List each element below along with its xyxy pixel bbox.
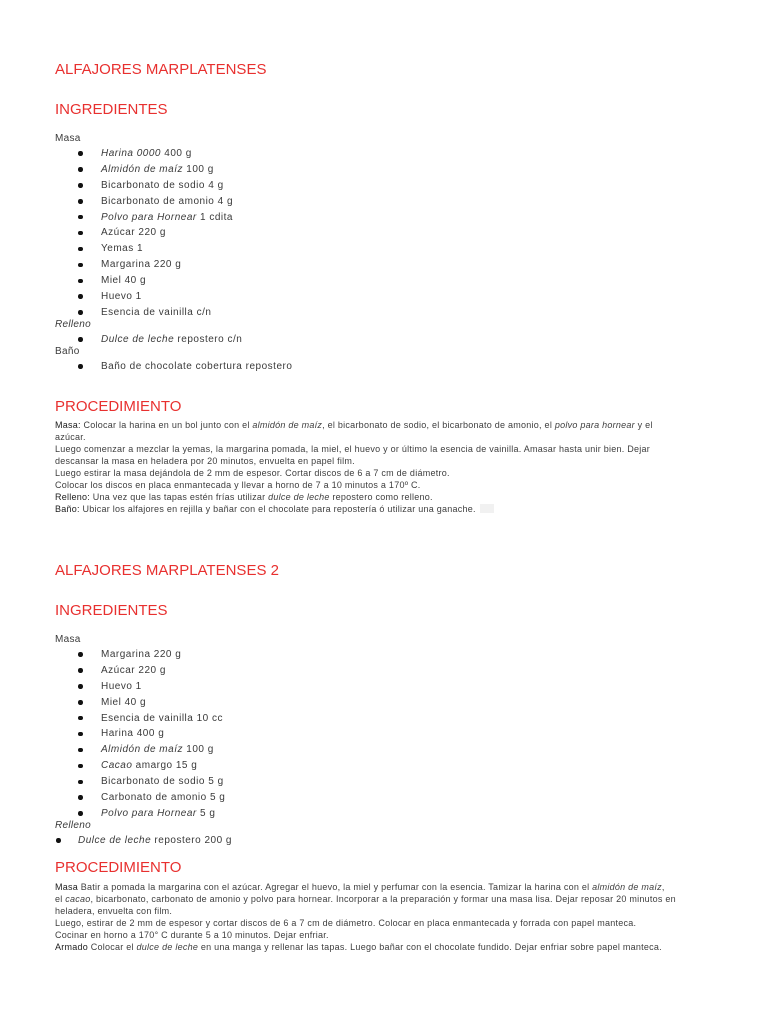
ingredient-group — [55, 133, 755, 321]
bullet-icon — [78, 684, 83, 689]
group-label: Relleno — [55, 318, 92, 330]
ingredient-text: Esencia de vainilla 10 cc — [101, 712, 224, 724]
bullet-icon — [78, 716, 83, 721]
procedure-text: Colocar el — [88, 941, 137, 952]
procedure-text: Ubicar los alfajores en rejilla y bañar con el chocolate para repostería ó utilizar una ganache. — [79, 503, 476, 514]
ingredient-item — [55, 273, 755, 289]
bullet-icon — [78, 183, 83, 188]
group-label: Relleno — [55, 819, 92, 831]
procedure-label: Baño: — [55, 503, 80, 514]
bullet-icon — [78, 167, 83, 172]
ingredient-item — [55, 774, 755, 790]
ingredient-text: Yemas 1 — [101, 243, 144, 255]
ingredient-text: Bicarbonato de sodio 5 g — [101, 776, 224, 788]
group-label: Baño — [55, 345, 80, 357]
ingredient-item — [55, 663, 755, 679]
procedure-text: el — [55, 893, 66, 904]
procedure-emphasis: dulce de leche — [136, 941, 199, 952]
bullet-icon — [78, 231, 83, 236]
procedure-text: Una vez que las tapas estén frías utilizar — [90, 491, 269, 502]
ingredient-text: Huevo 1 — [101, 291, 142, 303]
ingredient-item — [55, 194, 755, 210]
procedure-text: Batir a pomada la margarina con el azúcar. Agregar el huevo, la miel y perfumar con la esencia. Tamizar la harina con el — [78, 881, 593, 892]
procedure-text: y el — [634, 419, 653, 430]
procedure-label: Armado — [55, 941, 89, 952]
ingredient-groups — [55, 634, 755, 849]
ingredient-text: Margarina 220 g — [101, 259, 182, 271]
ingredient-list — [55, 332, 755, 348]
ingredient-group — [55, 346, 755, 375]
procedure-heading: PROCEDIMIENTO — [55, 397, 182, 415]
procedure-text: repostero como relleno. — [329, 491, 433, 502]
ingredient-text: Azúcar 220 g — [101, 664, 166, 676]
procedure-line — [55, 881, 755, 893]
ingredient-item — [55, 742, 755, 758]
procedure-line — [55, 455, 755, 467]
bullet-icon — [78, 215, 83, 220]
ingredient-text: Harina 400 g — [101, 728, 165, 740]
bullet-icon — [78, 780, 83, 785]
procedure-text: , bicarbonato, carbonato de amonio y polvo para hornear. Incorporar a la preparación y formar una masa lisa. Dejar reposar 20 minutos en — [90, 893, 676, 904]
procedure-text: Colocar la harina en un bol junto con el — [80, 419, 253, 430]
ingredient-item — [55, 758, 755, 774]
bullet-icon — [78, 811, 83, 816]
recipe-2 — [55, 501, 755, 953]
ingredient-groups — [55, 133, 755, 375]
ingredients-heading: INGREDIENTES — [55, 602, 168, 619]
recipe-title: ALFAJORES MARPLATENSES — [55, 61, 267, 78]
procedure-line — [55, 431, 755, 443]
bullet-icon — [78, 764, 83, 769]
ingredient-text: 100 g — [182, 744, 214, 756]
ingredient-list — [55, 359, 755, 375]
procedure-heading: PROCEDIMIENTO — [55, 858, 182, 876]
ingredient-item — [55, 241, 755, 257]
procedure-text: Luego estirar la masa dejándola de 2 mm de espesor. Cortar discos de 6 a 7 cm de diámetro. — [55, 467, 450, 478]
ingredient-item — [55, 178, 755, 194]
bullet-icon — [78, 652, 83, 657]
ingredient-text: repostero 200 g — [151, 834, 232, 846]
procedure-label: Masa — [55, 881, 79, 892]
bullet-icon — [78, 795, 83, 800]
procedure-text: descansar la masa en heladera por 20 minutos, envuelta en papel film. — [55, 455, 355, 466]
ingredients-heading: INGREDIENTES — [55, 101, 168, 118]
ingredient-item — [55, 695, 755, 711]
ingredient-group — [55, 319, 755, 348]
ingredient-emphasis: Almidón de maíz — [101, 163, 183, 175]
bullet-icon — [78, 748, 83, 753]
bullet-icon — [78, 263, 83, 268]
procedure-line — [55, 941, 755, 953]
procedure-text: , el bicarbonato de sodio, el bicarbonato de amonio, el — [322, 419, 555, 430]
procedure-text: en una manga y rellenar las tapas. Luego bañar con el chocolate fundido. Dejar enfriar sobre papel manteca. — [198, 941, 662, 952]
procedure-emphasis: almidón de maíz — [252, 419, 323, 430]
procedure-text: , — [661, 881, 665, 892]
ingredient-text: amargo 15 g — [132, 760, 198, 772]
procedure-line — [55, 917, 755, 929]
ingredient-text: 5 g — [196, 807, 216, 819]
ingredient-item — [55, 305, 755, 321]
bullet-icon — [78, 732, 83, 737]
ingredient-group — [55, 634, 755, 822]
ingredient-item — [55, 162, 755, 178]
ingredient-text: Huevo 1 — [101, 680, 142, 692]
procedure-text: Cocinar en horno a 170° C durante 5 a 10 minutos. Dejar enfriar. — [55, 929, 329, 940]
procedure-text: Luego, estirar de 2 mm de espesor y cortar discos de 6 a 7 cm de diámetro. Colocar en placa enmantecada y forrada con papel manteca. — [55, 917, 637, 928]
ingredient-text: Esencia de vainilla c/n — [101, 306, 212, 318]
procedure-emphasis: almidón de maíz — [592, 881, 662, 892]
ingredient-item — [55, 289, 755, 305]
ingredient-text: Bicarbonato de sodio 4 g — [101, 179, 224, 191]
procedure-emphasis: dulce de leche — [268, 491, 330, 502]
procedure-text: heladera, envuelta con film. — [55, 905, 173, 916]
ingredient-text: 100 g — [182, 163, 214, 175]
ingredient-text: repostero c/n — [174, 333, 243, 345]
ingredient-item — [55, 726, 755, 742]
ingredient-emphasis: Polvo para Hornear — [101, 211, 197, 223]
ingredient-item — [55, 210, 755, 226]
group-label: Masa — [55, 634, 81, 645]
ingredient-text: Miel 40 g — [101, 275, 147, 287]
procedure-label: Relleno: — [55, 491, 91, 502]
bullet-icon — [78, 199, 83, 204]
procedure-line — [55, 929, 755, 941]
ingredient-item — [55, 833, 755, 849]
procedure-text: Colocar los discos en placa enmantecada y llevar a horno de 7 a 10 minutos a 170º C. — [55, 479, 421, 490]
procedure-text: Luego comenzar a mezclar la yemas, la margarina pomada, la miel, el huevo y or último la esencia de vainilla. Amasar hasta unir bien. Dejar — [55, 443, 651, 454]
procedure-text — [55, 881, 755, 953]
ingredient-emphasis: Polvo para Hornear — [101, 807, 197, 819]
ingredient-item — [55, 806, 755, 822]
ingredient-text: Carbonato de amonio 5 g — [101, 792, 226, 804]
ingredient-item — [55, 257, 755, 273]
ingredient-text: 400 g — [160, 148, 192, 159]
ingredient-text: Miel 40 g — [101, 696, 147, 708]
ingredient-list — [55, 146, 755, 321]
procedure-emphasis: polvo para hornear — [554, 419, 635, 430]
ingredient-text: 1 cdita — [196, 211, 233, 223]
ingredient-item — [55, 647, 755, 663]
bullet-icon — [78, 294, 83, 299]
procedure-emphasis: cacao — [65, 893, 91, 904]
bullet-icon — [78, 151, 83, 156]
group-label: Masa — [55, 133, 81, 144]
recipe-1 — [55, 0, 755, 515]
bullet-icon — [78, 310, 83, 315]
ingredient-item — [55, 146, 755, 162]
ingredient-item — [55, 332, 755, 348]
procedure-line — [55, 893, 755, 905]
recipe-title: ALFAJORES MARPLATENSES 2 — [55, 562, 279, 579]
procedure-line — [55, 419, 755, 431]
ingredient-emphasis: Dulce de leche — [78, 834, 152, 846]
ingredient-list — [55, 647, 755, 822]
ingredient-text: Baño de chocolate cobertura repostero — [101, 360, 293, 372]
ingredient-item — [55, 359, 755, 375]
procedure-label: Masa: — [55, 419, 81, 430]
ingredient-item — [55, 711, 755, 727]
ingredient-item — [55, 225, 755, 241]
ingredient-text: Bicarbonato de amonio 4 g — [101, 195, 234, 207]
ingredient-list — [55, 833, 755, 849]
ingredient-emphasis: Almidón de maíz — [101, 744, 183, 756]
procedure-line — [55, 443, 755, 455]
ingredient-text: Margarina 220 g — [101, 649, 182, 660]
ingredient-item — [55, 790, 755, 806]
ingredient-group — [55, 820, 755, 849]
procedure-line — [55, 467, 755, 479]
procedure-line — [55, 905, 755, 917]
bullet-icon — [78, 247, 83, 252]
ingredient-text: Azúcar 220 g — [101, 227, 166, 239]
ingredient-item — [55, 679, 755, 695]
bullet-icon — [78, 337, 83, 342]
bullet-icon — [78, 364, 83, 369]
bullet-icon — [78, 668, 83, 673]
ingredient-emphasis: Harina 0000 — [101, 148, 161, 159]
bullet-icon — [78, 279, 83, 284]
bullet-icon — [78, 700, 83, 705]
ingredient-emphasis: Dulce de leche — [101, 333, 175, 345]
procedure-line — [55, 479, 755, 491]
ingredient-emphasis: Cacao — [101, 760, 133, 772]
procedure-text: azúcar. — [55, 431, 86, 442]
bullet-icon — [56, 838, 61, 843]
